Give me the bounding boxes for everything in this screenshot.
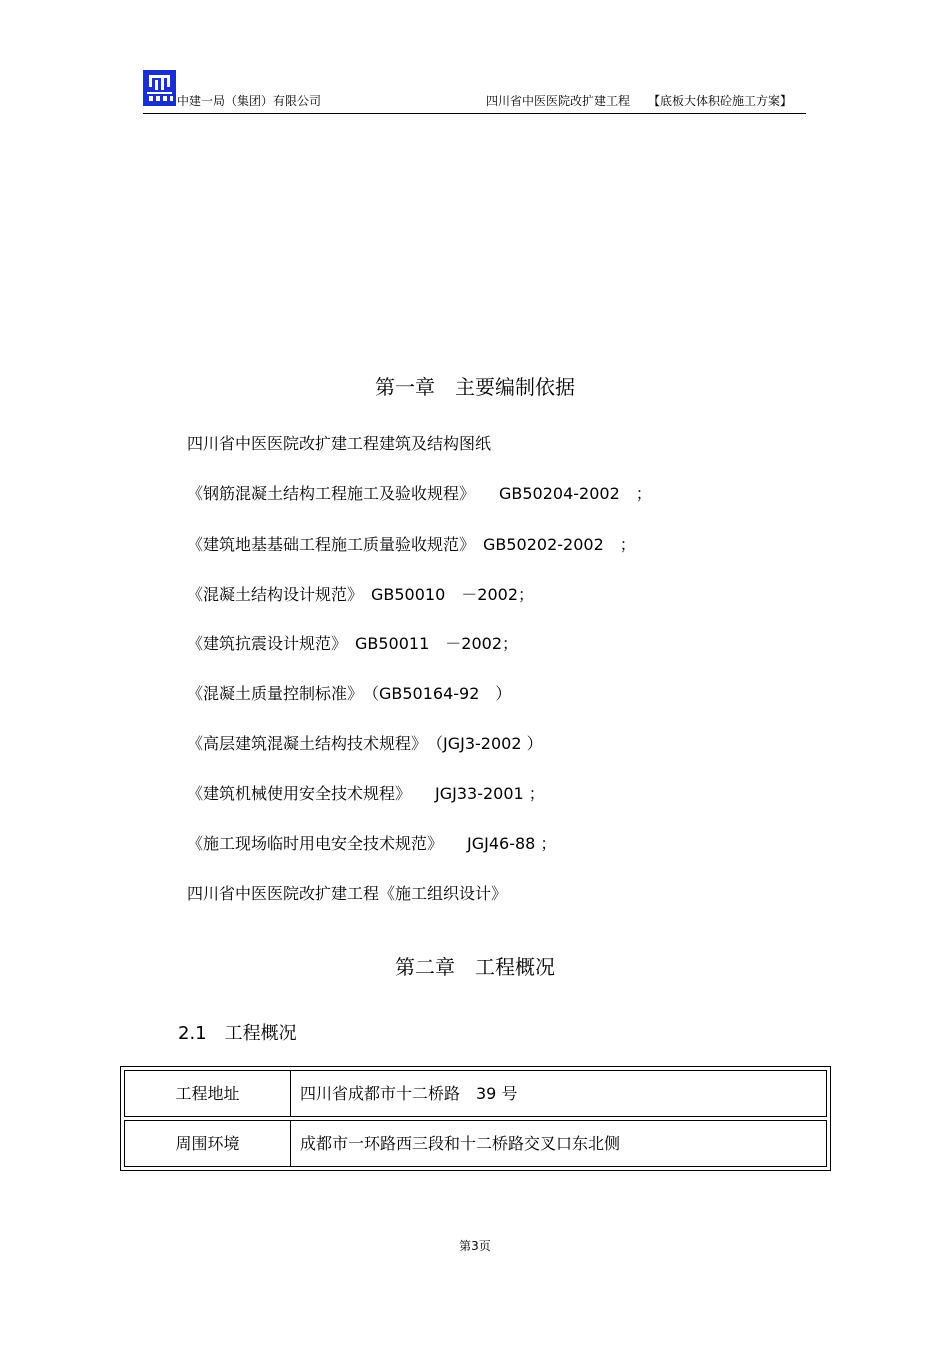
- section-2-1-title: 2.1 工程概况: [178, 1023, 297, 1044]
- chapter-2-title: 第二章 工程概况: [395, 955, 555, 979]
- basis-item: 《施工现场临时用电安全技术规范》 JGJ46-88 ；: [187, 834, 557, 853]
- header-company: 中建一局（集团）有限公司: [177, 94, 322, 108]
- page-number: 第3页: [459, 1239, 491, 1253]
- project-overview-table: [120, 1066, 831, 1171]
- basis-item: 《建筑地基基础工程施工质量验收规范》 GB50202-2002 ；: [187, 535, 636, 554]
- table-row: [124, 1120, 827, 1167]
- basis-item: 四川省中医医院改扩建工程《施工组织设计》: [187, 884, 508, 903]
- basis-item: 《高层建筑混凝土结构技术规程》 （JGJ3-2002 ）: [187, 734, 543, 753]
- table-label: 工程地址: [125, 1071, 291, 1116]
- page-header: [143, 70, 806, 116]
- table-value: 成都市一环路西三段和十二桥路交叉口东北侧: [300, 1134, 621, 1153]
- basis-item: 四川省中医医院改扩建工程建筑及结构图纸: [187, 434, 492, 453]
- company-logo: [143, 70, 176, 106]
- basis-item: 《钢筋混凝土结构工程施工及验收规程》 GB50204-2002 ；: [187, 484, 652, 503]
- table-value: 四川省成都市十二桥路 39 号: [300, 1084, 518, 1103]
- header-project: 四川省中医医院改扩建工程: [485, 94, 630, 108]
- chapter-1-title: 第一章 主要编制依据: [375, 375, 575, 399]
- basis-item: 《混凝土质量控制标准》 （GB50164-92 ）: [187, 684, 512, 703]
- basis-item: 《混凝土结构设计规范》 GB50010 －2002；: [187, 585, 534, 604]
- table-row: [124, 1070, 827, 1117]
- table-label: 周围环境: [125, 1121, 291, 1166]
- basis-item: 《建筑机械使用安全技术规程》 JGJ33-2001 ；: [187, 784, 545, 803]
- header-divider: [143, 113, 806, 114]
- header-doc-title: 【底板大体积砼施工方案】: [647, 94, 792, 108]
- header-right: [486, 92, 792, 109]
- basis-item: 《建筑抗震设计规范》 GB50011 －2002；: [187, 634, 518, 653]
